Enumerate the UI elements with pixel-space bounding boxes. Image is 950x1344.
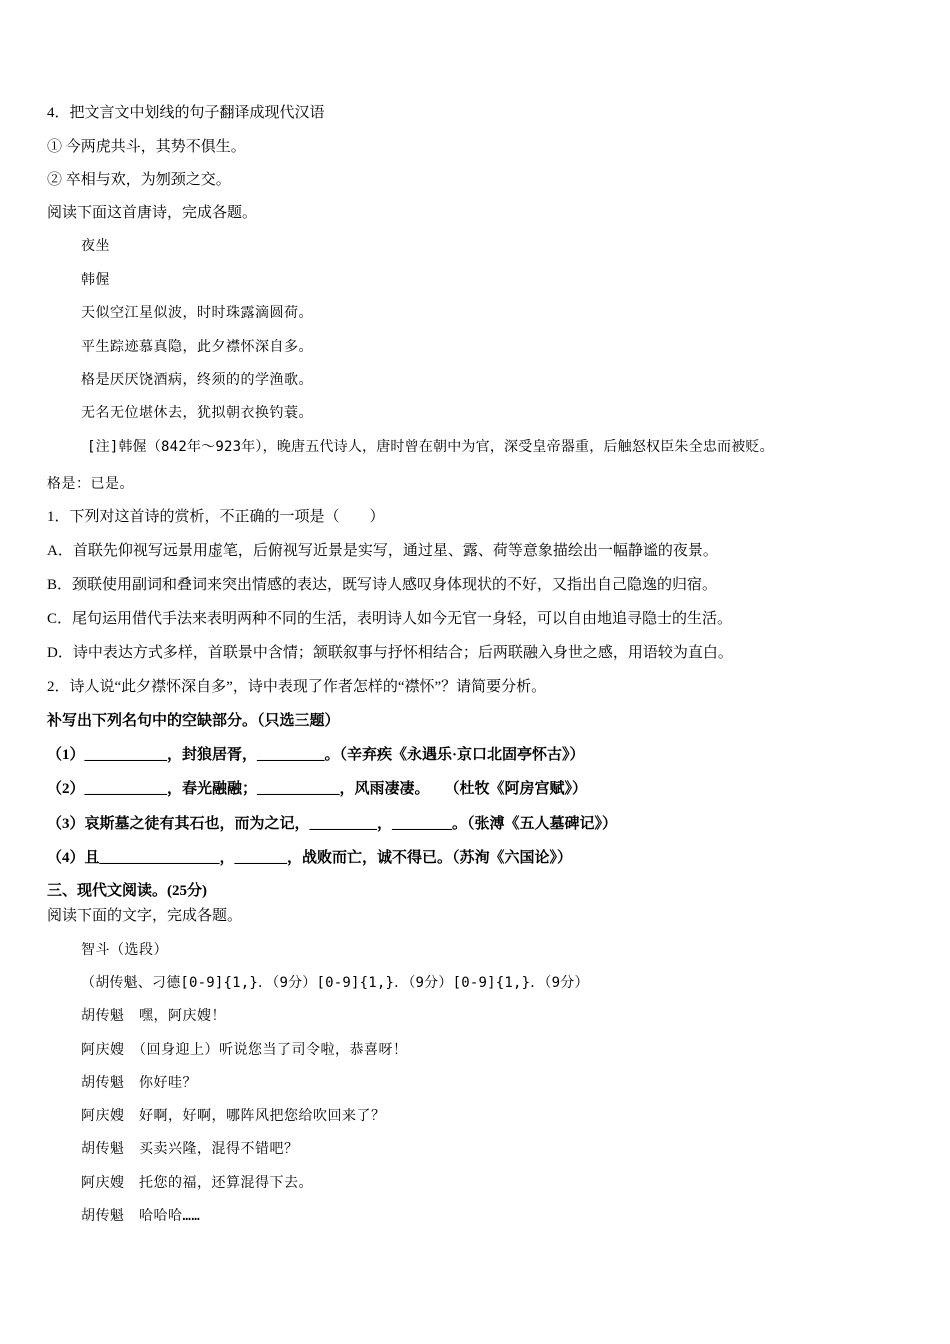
dialogue-line-6: 阿庆嫂 托您的福，还算混得下去。 bbox=[81, 1175, 313, 1191]
poem-line-2: 平生踪迹慕真隐，此夕襟怀深自多。 bbox=[81, 339, 313, 355]
poem-line-4: 无名无位堪休去，犹拟朝衣换钓蓑。 bbox=[81, 405, 313, 421]
poem-line-1: 天似空江星似波，时时珠露滴圆荷。 bbox=[81, 305, 313, 321]
question-1: 1．下列对这首诗的赏析，不正确的一项是（ ） bbox=[47, 509, 385, 525]
dialogue-line-7: 胡传魁 哈哈哈…… bbox=[81, 1208, 201, 1224]
passage-title: 智斗（选段） bbox=[81, 942, 168, 958]
dialogue-line-5: 胡传魁 买卖兴隆，混得不错吧？ bbox=[81, 1141, 299, 1157]
poem-line-3: 格是厌厌饶酒病，终须的的学渔歌。 bbox=[81, 372, 313, 388]
poem-author: 韩偓 bbox=[81, 272, 110, 288]
fill-item-4: （4）且________________，_______，战败而亡，诚不得已。（苏洵《六国论》） bbox=[47, 850, 573, 866]
poem-title: 夜坐 bbox=[81, 238, 110, 254]
fill-item-1: （1）___________，封狼居胥，_________。（辛弃疾《永遇乐·京口北固亭怀古》） bbox=[47, 747, 585, 763]
fill-heading: 补写出下列名句中的空缺部分。（只选三题） bbox=[47, 713, 340, 729]
passage-meta: （胡传魁、刁德[0-9]{1,}．（9分）[0-9]{1,}．（9分）[0-9]{1,}．（9分） bbox=[81, 975, 589, 991]
option-c: C．尾句运用借代手法来表明两种不同的生活，表明诗人如今无官一身轻，可以自由地追寻隐士的生活。 bbox=[47, 611, 733, 627]
poem-note: [注]韩偓（842年～923年），晚唐五代诗人，唐时曾在朝中为官，深受皇帝器重，后触怒权臣朱全忠而被贬。 bbox=[87, 439, 774, 455]
dialogue-line-4: 阿庆嫂 好啊，好啊，哪阵风把您给吹回来了？ bbox=[81, 1108, 386, 1124]
fill-item-3: （3）哀斯墓之徒有其石也，而为之记，_________，________。（张溥《五人墓碑记》） bbox=[47, 816, 618, 832]
poem-intro: 阅读下面这首唐诗，完成各题。 bbox=[47, 205, 258, 221]
option-a: A．首联先仰视写远景用虚笔，后俯视写近景是实写，通过星、露、荷等意象描绘出一幅静谧的夜景。 bbox=[47, 543, 718, 559]
fill-item-2: （2）___________，春光融融；___________，风雨凄凄。 （杜牧《阿房宫赋》） bbox=[47, 781, 588, 797]
q4-sentence-1: ① 今两虎共斗，其势不俱生。 bbox=[47, 139, 246, 155]
dialogue-line-3: 胡传魁 你好哇？ bbox=[81, 1075, 197, 1091]
dialogue-line-1: 胡传魁 嘿，阿庆嫂！ bbox=[81, 1008, 226, 1024]
q4-sentence-2: ② 卒相与欢，为刎颈之交。 bbox=[47, 172, 231, 188]
q4-title: 4．把文言文中划线的句子翻译成现代汉语 bbox=[47, 105, 325, 121]
question-2: 2．诗人说“此夕襟怀深自多”，诗中表现了作者怎样的“襟怀”？请简要分析。 bbox=[47, 679, 547, 695]
section-3-heading: 三、现代文阅读。(25分) bbox=[47, 883, 207, 899]
section-3-intro: 阅读下面的文字，完成各题。 bbox=[47, 908, 243, 924]
option-d: D．诗中表达方式多样，首联景中含情；颔联叙事与抒怀相结合；后两联融入身世之感，用语较为直白。 bbox=[47, 645, 733, 661]
option-b: B．颈联使用副词和叠词来突出情感的表达，既写诗人感叹身体现状的不好，又指出自己隐逸的归宿。 bbox=[47, 577, 718, 593]
dialogue-line-2: 阿庆嫂 （回身迎上）听说您当了司令啦，恭喜呀！ bbox=[81, 1042, 408, 1058]
poem-note-gloss: 格是：已是。 bbox=[47, 476, 134, 492]
